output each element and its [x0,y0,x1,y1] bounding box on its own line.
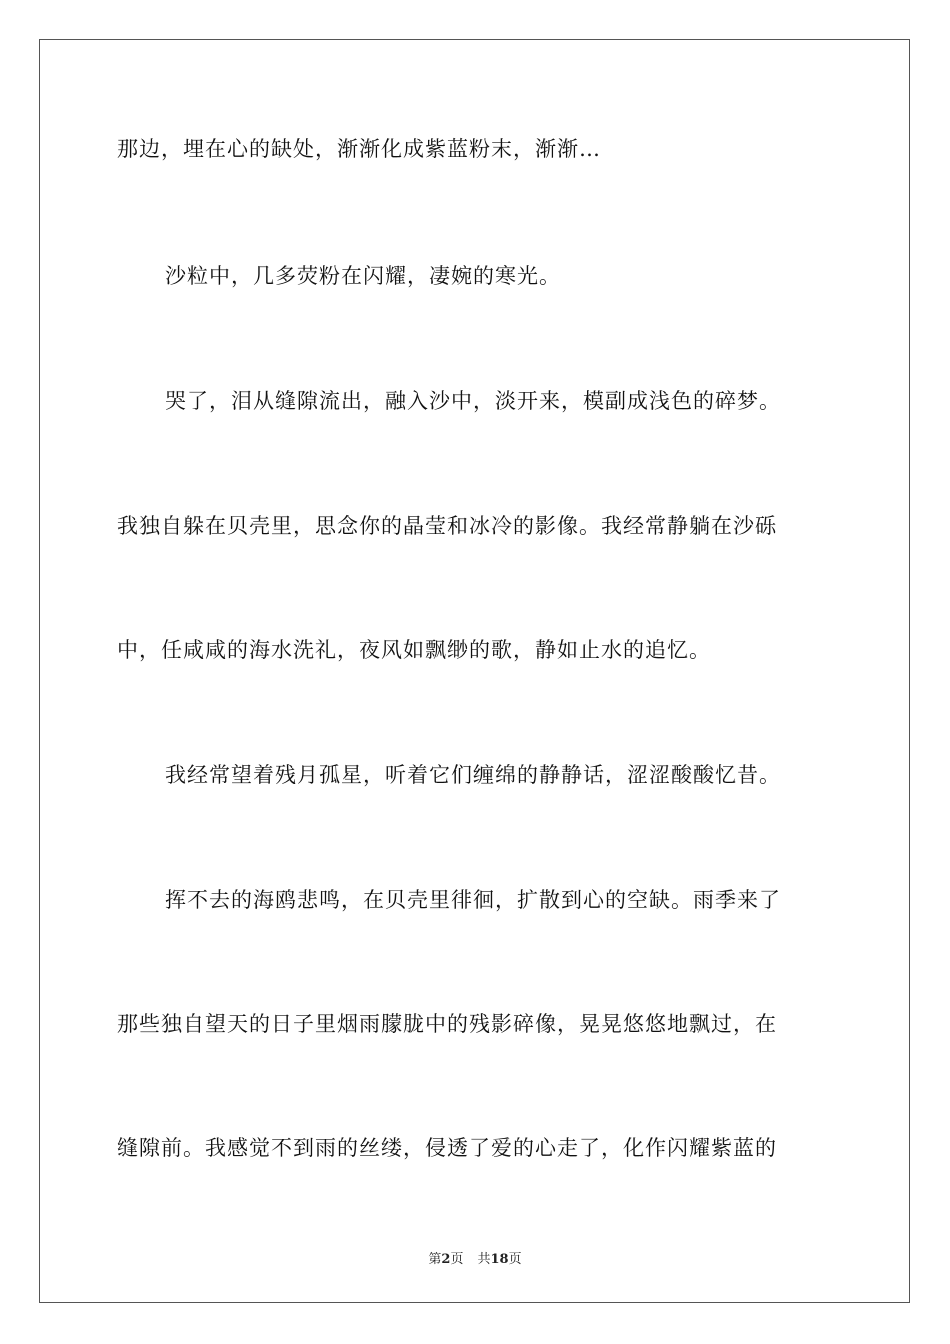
text-line-2: 沙粒中，几多荧粉在闪耀，凄婉的寒光。 [165,264,561,288]
text-line-3: 哭了，泪从缝隙流出，融入沙中，淡开来，模副成浅色的碎梦。 [165,389,781,413]
page-prefix: 第 [428,1252,442,1267]
total-prefix: 共 [477,1252,491,1267]
page-suffix: 页 [450,1252,464,1267]
text-line-9: 缝隙前。我感觉不到雨的丝缕，侵透了爱的心走了，化作闪耀紫蓝的 [117,1136,777,1160]
total-suffix: 页 [508,1252,522,1267]
page-number: 2 [441,1252,451,1267]
text-line-7: 挥不去的海鸥悲鸣，在贝壳里徘徊，扩散到心的空缺。雨季来了 [165,888,781,912]
total-pages: 18 [490,1252,509,1267]
page-border [39,39,910,1303]
text-line-4: 我独自躲在贝壳里，思念你的晶莹和冰冷的影像。我经常静躺在沙砾 [117,514,777,538]
text-line-1: 那边，埋在心的缺处，渐渐化成紫蓝粉末，渐渐… [117,137,601,161]
text-line-6: 我经常望着残月孤星，听着它们缠绵的静静话，涩涩酸酸忆昔。 [165,763,781,787]
text-line-8: 那些独自望天的日子里烟雨朦胧中的残影碎像，晃晃悠悠地飘过，在 [117,1012,777,1036]
text-line-5: 中，任咸咸的海水洗礼，夜风如飘缈的歌，静如止水的追忆。 [117,638,711,662]
page-footer [0,1248,950,1267]
